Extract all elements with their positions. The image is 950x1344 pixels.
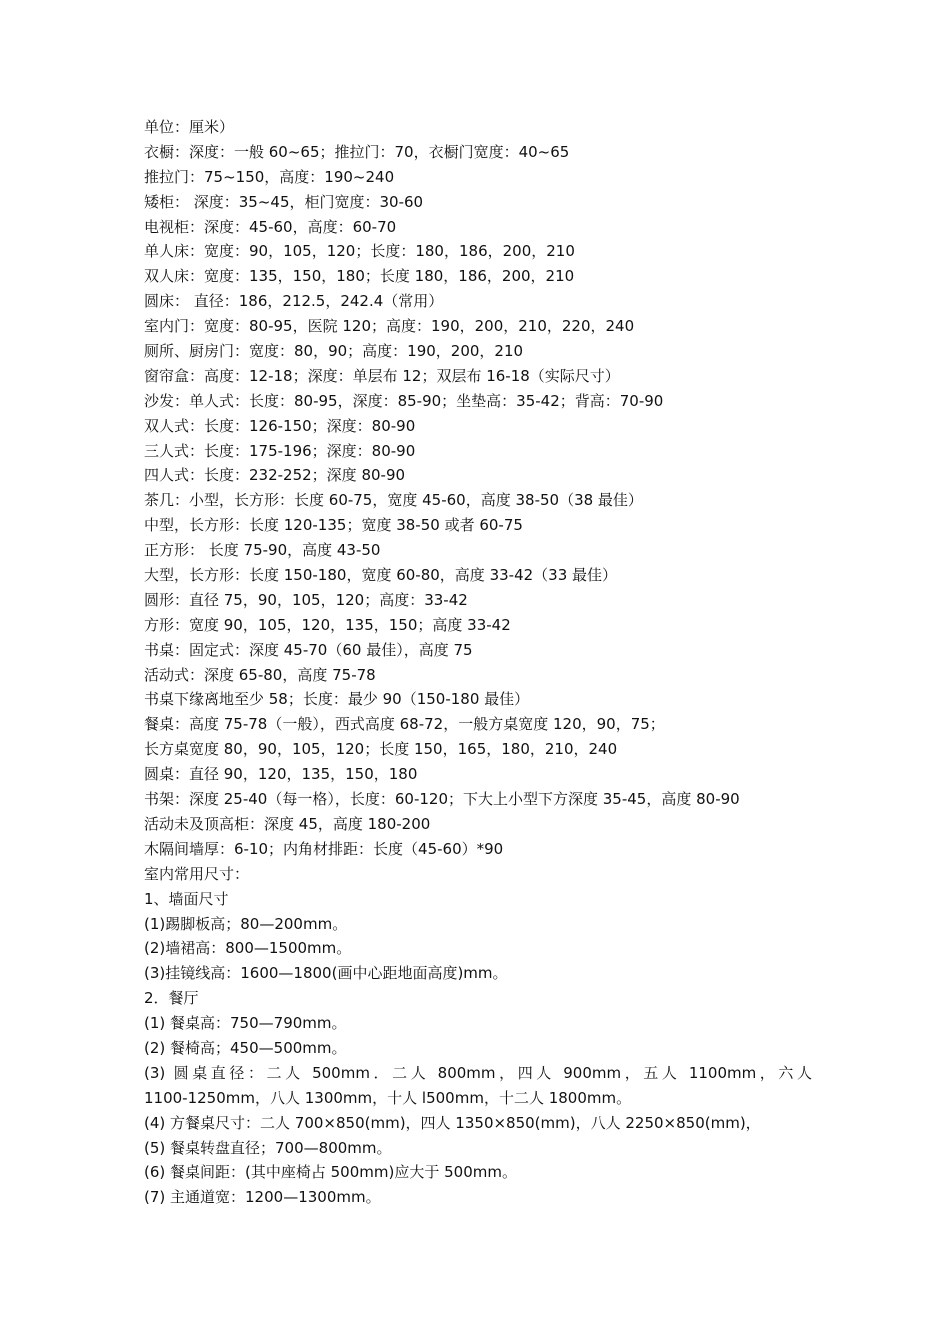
text-line: 电视柜：深度：45-60，高度：60-70	[144, 217, 397, 236]
text-line: (2) 餐椅高；450—500mm。	[144, 1038, 347, 1057]
text-line: 活动未及顶高柜：深度 45，高度 180-200	[144, 814, 431, 833]
text-line: 大型，长方形：长度 150-180，宽度 60-80，高度 33-42（33 最佳）	[144, 566, 618, 585]
text-line: 长方桌宽度 80，90，105，120；长度 150，165，180，210，240	[144, 740, 618, 759]
text-line: (5) 餐桌转盘直径；700—800mm。	[144, 1138, 392, 1157]
text-line: 窗帘盒：高度：12-18；深度：单层布 12；双层布 16-18（实际尺寸）	[144, 366, 620, 385]
text-line: (3)挂镜线高：1600—1800(画中心距地面高度)mm。	[144, 964, 508, 983]
text-line: 茶几：小型，长方形：长度 60-75，宽度 45-60，高度 38-50（38 最佳）	[144, 491, 643, 510]
text-line: 单位：厘米）	[144, 118, 235, 136]
text-line: 沙发：单人式：长度：80-95，深度：85-90；坐垫高：35-42；背高：70-90	[144, 391, 664, 410]
text-line: (3) 圆桌直径：二人 500mm．二人 800mm，四人 900mm，五人 1100mm，六人	[144, 1063, 812, 1082]
text-line: 圆形：直径 75，90，105，120；高度：33-42	[144, 590, 468, 609]
text-line: (7) 主通道宽：1200—1300mm。	[144, 1188, 381, 1207]
text-line: 餐桌：高度 75-78（一般），西式高度 68-72，一般方桌宽度 120，90，75；	[144, 715, 665, 734]
document-body	[144, 115, 812, 1210]
text-line: 方形：宽度 90，105，120，135，150；高度 33-42	[144, 615, 511, 634]
text-line: 四人式：长度：232-252；深度 80-90	[144, 466, 406, 485]
text-line: (6) 餐桌间距：(其中座椅占 500mm)应大于 500mm。	[144, 1163, 517, 1182]
text-line: 推拉门：75~150，高度：190~240	[144, 167, 395, 186]
text-line: 三人式：长度：175-196；深度：80-90	[144, 441, 416, 460]
section-heading: 室内常用尺寸：	[144, 864, 250, 883]
text-line: (1) 餐桌高：750—790mm。	[144, 1014, 347, 1033]
text-line: (1)踢脚板高；80—200mm。	[144, 914, 348, 933]
text-line: 单人床：宽度：90，105，120；长度：180，186，200，210	[144, 242, 575, 261]
text-line: 中型，长方形：长度 120-135；宽度 38-50 或者 60-75	[144, 516, 523, 535]
text-line: 书桌下缘离地至少 58；长度：最少 90（150-180 最佳）	[144, 690, 530, 709]
section-heading: 1、墙面尺寸	[144, 889, 229, 908]
text-line: 1100-1250mm，八人 1300mm，十人 l500mm，十二人 1800mm。	[144, 1088, 632, 1107]
text-line: (4) 方餐桌尺寸：二人 700×850(mm)，四人 1350×850(mm)，八人 2250×850(mm)，	[144, 1113, 761, 1132]
text-line: (2)墙裙高：800—1500mm。	[144, 939, 352, 958]
text-line: 书桌：固定式：深度 45-70（60 最佳），高度 75	[144, 640, 473, 659]
text-line: 木隔间墙厚：6-10；内角材排距：长度（45-60）*90	[144, 839, 504, 858]
text-line: 双人床：宽度：135，150，180；长度 180，186，200，210	[144, 267, 575, 286]
text-line: 书架：深度 25-40（每一格），长度：60-120；下大上小型下方深度 35-45，高度 80-90	[144, 790, 740, 809]
text-line: 圆床： 直径：186，212.5，242.4（常用）	[144, 292, 444, 311]
section-heading: 2．餐厅	[144, 989, 199, 1008]
text-line: 正方形： 长度 75-90，高度 43-50	[144, 541, 381, 560]
text-line: 圆桌：直径 90，120，135，150，180	[144, 765, 418, 784]
text-line: 双人式：长度：126-150；深度：80-90	[144, 416, 416, 435]
text-line: 衣橱：深度：一般 60~65；推拉门：70，衣橱门宽度：40~65	[144, 142, 570, 161]
text-line: 室内门：宽度：80-95，医院 120；高度：190，200，210，220，240	[144, 317, 635, 336]
text-line: 厕所、厨房门：宽度：80，90；高度：190，200，210	[144, 342, 524, 361]
text-line: 矮柜： 深度：35~45，柜门宽度：30-60	[144, 192, 424, 211]
text-line: 活动式：深度 65-80，高度 75-78	[144, 665, 376, 684]
